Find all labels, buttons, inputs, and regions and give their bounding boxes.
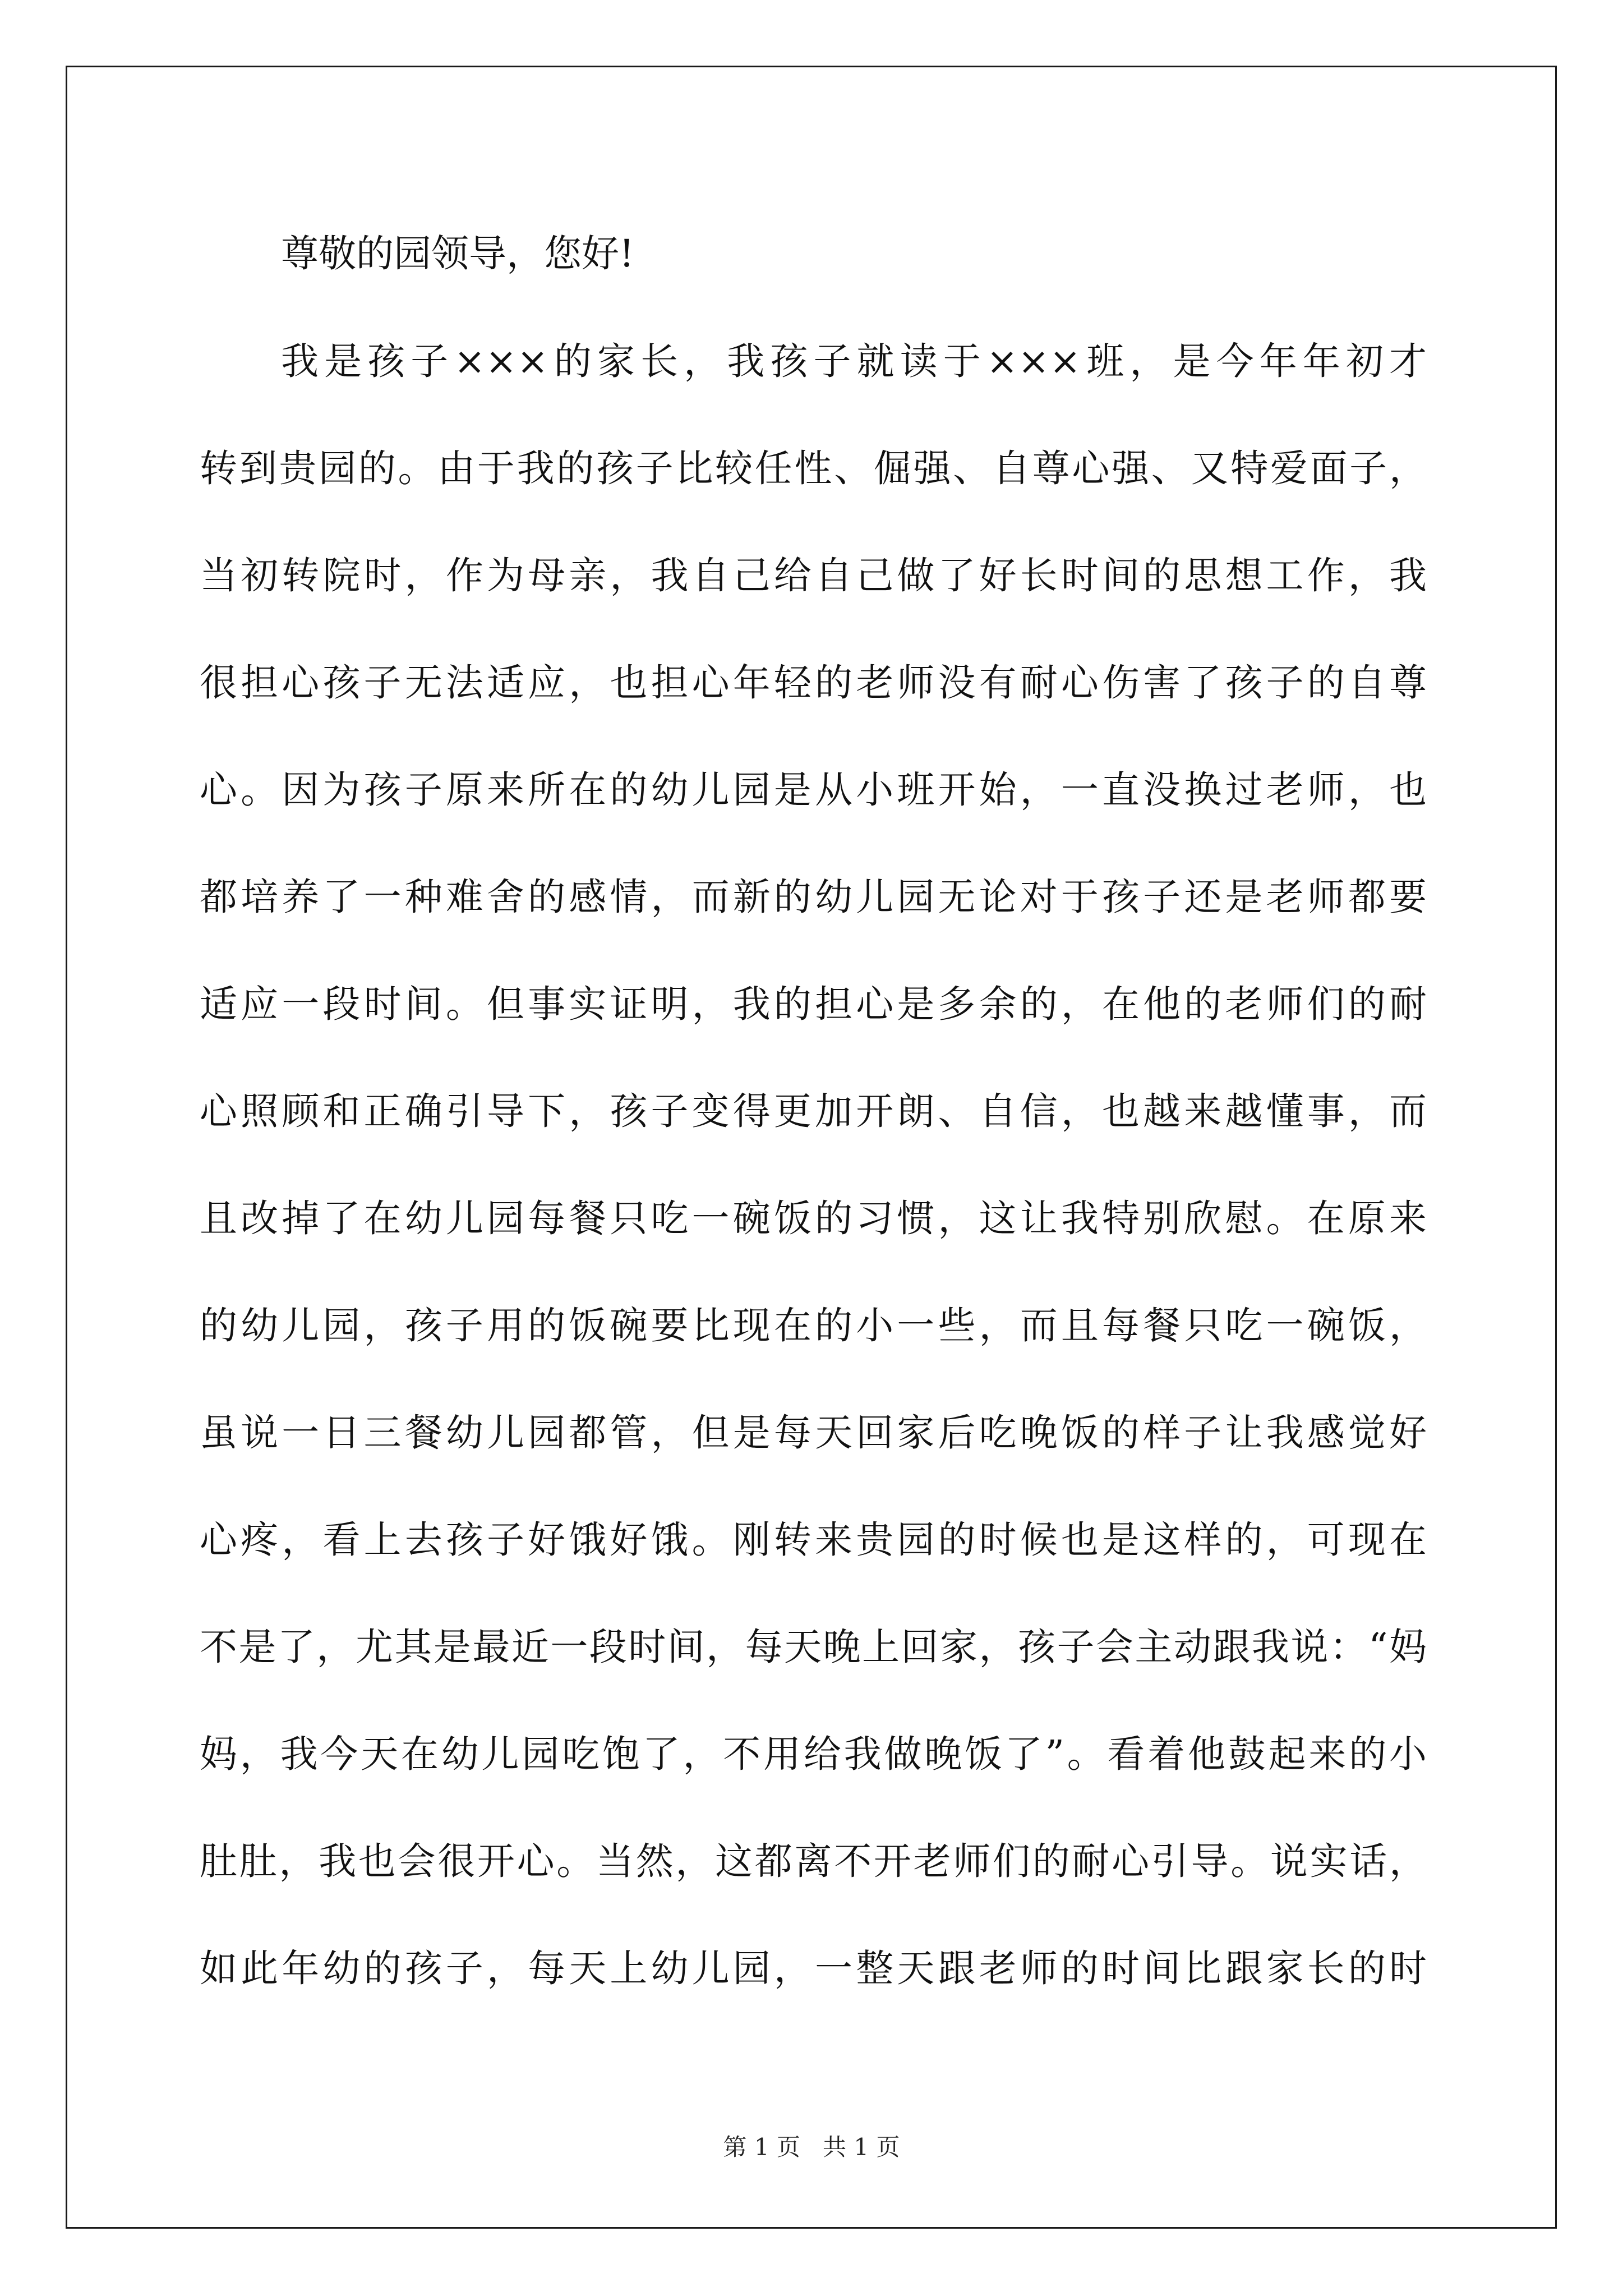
salutation: 尊敬的园领导，您好! [281, 232, 634, 275]
paragraph-line: 虽说一日三餐幼儿园都管，但是每天回家后吃晚饭的样子让我感觉好 [200, 1411, 1427, 1455]
paragraph-line: 且改掉了在幼儿园每餐只吃一碗饭的习惯，这让我特别欣慰。在原来 [200, 1197, 1427, 1240]
paragraph [200, 328, 1427, 2042]
paragraph-line: 的幼儿园，孩子用的饭碗要比现在的小一些，而且每餐只吃一碗饭， [200, 1304, 1427, 1347]
paragraph-line: 肚肚，我也会很开心。当然，这都离不开老师们的耐心引导。说实话， [200, 1839, 1427, 1883]
paragraph-line: 当初转院时，作为母亲，我自己给自己做了好长时间的思想工作，我 [200, 554, 1427, 597]
paragraph-line: 都培养了一种难舍的感情，而新的幼儿园无论对于孩子还是老师都要 [200, 875, 1427, 919]
paragraph-line: 心。因为孩子原来所在的幼儿园是从小班开始，一直没换过老师，也 [200, 768, 1427, 812]
paragraph-line: 心疼，看上去孩子好饿好饿。刚转来贵园的时候也是这样的，可现在 [200, 1518, 1427, 1562]
paragraph-line: 我是孩子×××的家长，我孩子就读于×××班，是今年年初才 [281, 339, 1427, 383]
paragraph-line: 妈，我今天在幼儿园吃饱了，不用给我做晚饭了”。看着他鼓起来的小 [200, 1732, 1427, 1776]
paragraph-line: 转到贵园的。由于我的孩子比较任性、倔强、自尊心强、又特爱面子， [200, 447, 1427, 490]
page-number-footer: 第 1 页 共 1 页 [723, 2133, 900, 2161]
letter-body [200, 220, 1427, 2042]
paragraph-line: 心照顾和正确引导下，孩子变得更加开朗、自信，也越来越懂事，而 [200, 1089, 1427, 1133]
paragraph-line: 不是了，尤其是最近一段时间，每天晚上回家，孩子会主动跟我说：“妈 [200, 1625, 1427, 1669]
paragraph-line: 适应一段时间。但事实证明，我的担心是多余的，在他的老师们的耐 [200, 982, 1427, 1026]
paragraph-line: 如此年幼的孩子，每天上幼儿园，一整天跟老师的时间比跟家长的时 [200, 1947, 1427, 1990]
paragraph-line: 很担心孩子无法适应，也担心年轻的老师没有耐心伤害了孩子的自尊 [200, 661, 1427, 705]
